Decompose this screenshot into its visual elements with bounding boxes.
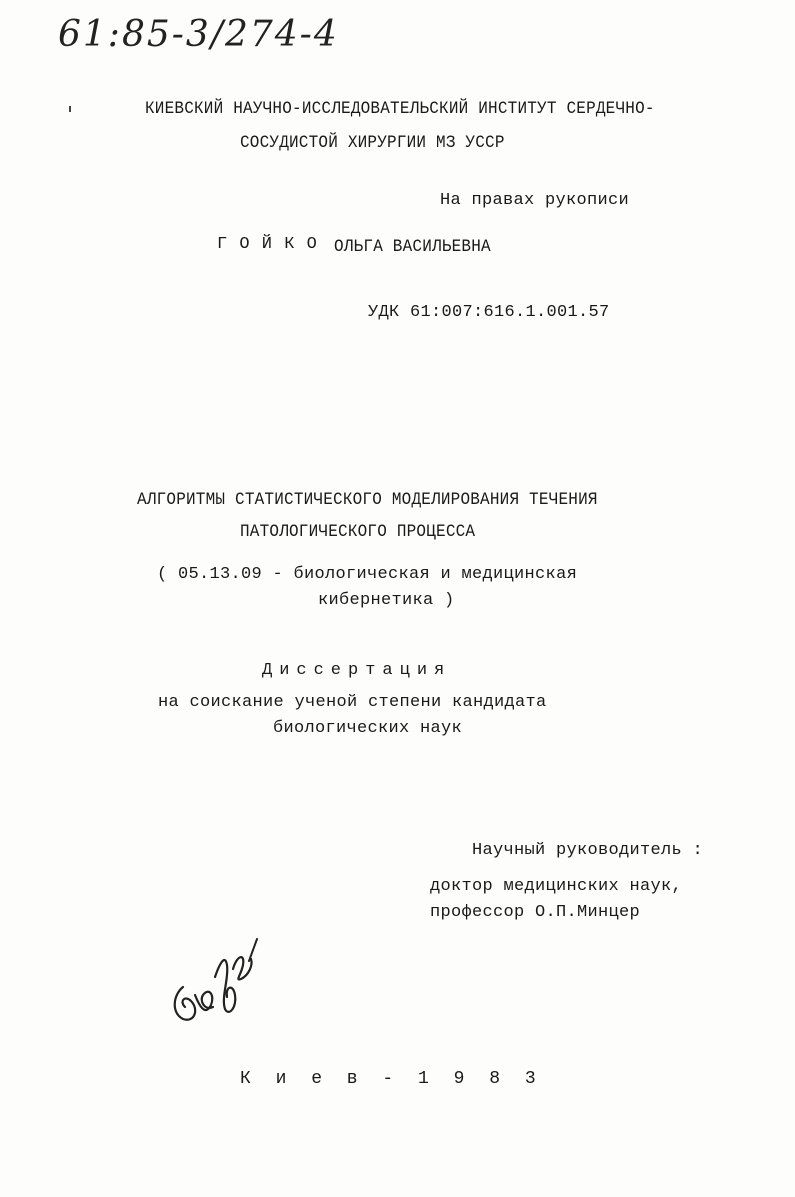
degree-line-1: на соискание ученой степени кандидата [158,693,547,712]
title-line-2: ПАТОЛОГИЧЕСКОГО ПРОЦЕССА [240,521,476,542]
author-surname: Г О Й К О [217,235,318,254]
handwritten-signature [165,935,275,1030]
supervisor-label: Научный руководитель : [472,841,704,860]
author-given-names: ОЛЬГА ВАСИЛЬЕВНА [334,236,491,257]
supervisor-line-2: профессор О.П.Минцер [430,903,641,922]
manuscript-rights: На правах рукописи [440,191,630,210]
institute-line-2: СОСУДИСТОЙ ХИРУРГИИ МЗ УССР [240,132,505,153]
degree-line-2: биологических наук [273,719,463,738]
institute-line-1: КИЕВСКИЙ НАУЧНО-ИССЛЕДОВАТЕЛЬСКИЙ ИНСТИТУТ СЕРДЕЧНО- [145,98,655,119]
archive-number-handwritten: 61:85-3/274-4 [58,14,339,55]
specialty-line-1: ( 05.13.09 - биологическая и медицинская [157,565,578,584]
margin-mark [69,106,71,112]
title-line-1: АЛГОРИТМЫ СТАТИСТИЧЕСКОГО МОДЕЛИРОВАНИЯ ТЕЧЕНИЯ [137,489,598,510]
city-and-year: К и е в - 1 9 8 3 [240,1069,543,1089]
document-type: Диссертация [262,661,452,680]
udc-code: УДК 61:007:616.1.001.57 [368,303,610,322]
specialty-line-2: кибернетика ) [318,591,455,610]
supervisor-line-1: доктор медицинских наук, [430,877,683,896]
